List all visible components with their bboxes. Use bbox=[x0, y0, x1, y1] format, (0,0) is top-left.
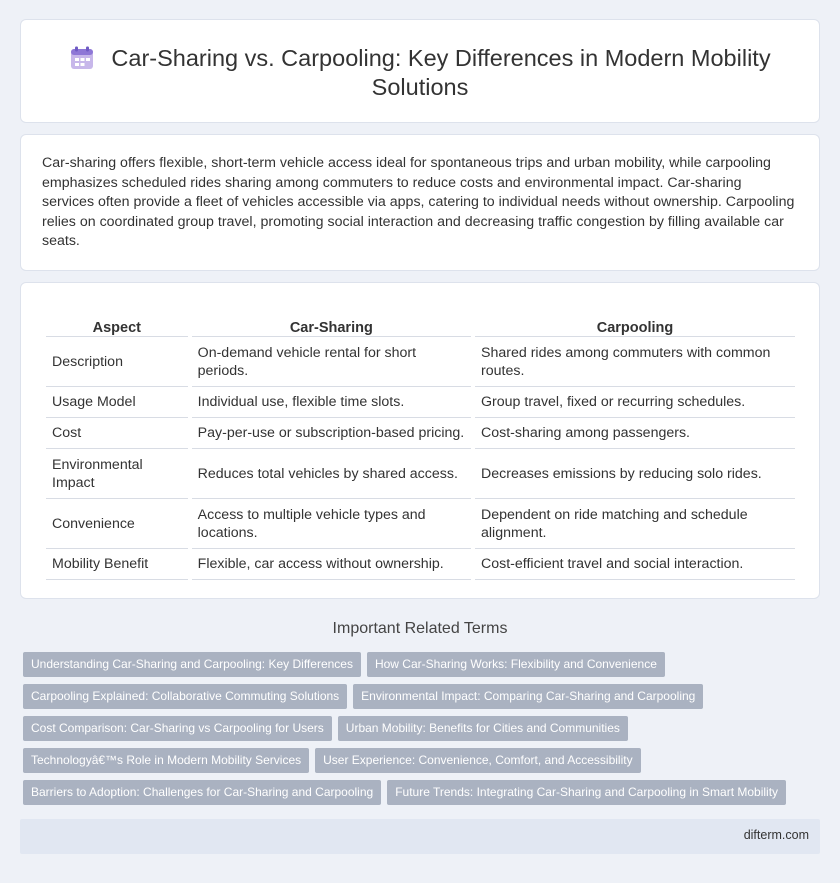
related-term-tag[interactable]: Environmental Impact: Comparing Car-Sharing and Carpooling bbox=[353, 684, 703, 709]
table-cell: Decreases emissions by reducing solo rides. bbox=[475, 449, 795, 499]
title-card bbox=[20, 19, 820, 123]
table-cell: Flexible, car access without ownership. bbox=[192, 549, 471, 580]
table-cell: Dependent on ride matching and schedule alignment. bbox=[475, 499, 795, 549]
header-aspect: Aspect bbox=[46, 316, 188, 337]
related-term-tag[interactable]: Understanding Car-Sharing and Carpooling: Key Differences bbox=[23, 652, 361, 677]
table-cell: On-demand vehicle rental for short periods. bbox=[192, 337, 471, 387]
table-cell: Access to multiple vehicle types and locations. bbox=[192, 499, 471, 549]
intro-paragraph: Car-sharing offers flexible, short-term vehicle access ideal for spontaneous trips and urban mobility, while carpooling emphasizes scheduled rides sharing among commuters to reduce costs and environmental impact. Car-sharing services often provide a fleet of vehicles accessible via apps, catering to individual needs without ownership. Carpooling relies on coordinated group travel, promoting social interaction and decreasing traffic congestion by filling available car seats. bbox=[42, 155, 795, 249]
footer-site-link[interactable]: difterm.com bbox=[743, 828, 809, 842]
related-term-tag[interactable]: User Experience: Convenience, Comfort, and Accessibility bbox=[315, 748, 640, 773]
table-row bbox=[46, 418, 795, 449]
tag-row bbox=[23, 684, 813, 716]
table-cell: Usage Model bbox=[46, 387, 188, 418]
calendar-icon bbox=[69, 46, 95, 70]
table-cell: Mobility Benefit bbox=[46, 549, 188, 580]
related-term-tag[interactable]: Urban Mobility: Benefits for Cities and Communities bbox=[338, 716, 628, 741]
table-row bbox=[46, 449, 795, 499]
table-row bbox=[46, 499, 795, 549]
table-cell: Individual use, flexible time slots. bbox=[192, 387, 471, 418]
related-term-tag[interactable]: How Car-Sharing Works: Flexibility and Convenience bbox=[367, 652, 665, 677]
related-term-tag[interactable]: Cost Comparison: Car-Sharing vs Carpooling for Users bbox=[23, 716, 332, 741]
page-title: Car-Sharing vs. Carpooling: Key Differences in Modern Mobility Solutions bbox=[111, 45, 771, 100]
related-term-tag[interactable]: Future Trends: Integrating Car-Sharing and Carpooling in Smart Mobility bbox=[387, 780, 786, 805]
related-term-tag[interactable]: Barriers to Adoption: Challenges for Car-Sharing and Carpooling bbox=[23, 780, 381, 805]
tag-row bbox=[23, 716, 813, 748]
table-cell: Reduces total vehicles by shared access. bbox=[192, 449, 471, 499]
table-cell: Group travel, fixed or recurring schedules. bbox=[475, 387, 795, 418]
table-cell: Shared rides among commuters with common routes. bbox=[475, 337, 795, 387]
table-cell: Pay-per-use or subscription-based pricing. bbox=[192, 418, 471, 449]
tag-row bbox=[23, 748, 813, 780]
header-carpooling: Carpooling bbox=[475, 316, 795, 337]
table-row bbox=[46, 549, 795, 580]
tag-row bbox=[23, 780, 813, 812]
header-car-sharing: Car-Sharing bbox=[192, 316, 471, 337]
table-cell: Cost-sharing among passengers. bbox=[475, 418, 795, 449]
table-cell: Environmental Impact bbox=[46, 449, 188, 499]
page-title-wrap bbox=[21, 44, 819, 102]
comparison-card bbox=[20, 282, 820, 599]
tag-row bbox=[23, 652, 813, 684]
table-cell: Cost-efficient travel and social interaction. bbox=[475, 549, 795, 580]
comparison-table bbox=[42, 316, 799, 580]
intro-card bbox=[20, 134, 820, 271]
related-term-tag[interactable]: Technologyâ€™s Role in Modern Mobility Services bbox=[23, 748, 309, 773]
related-term-tag[interactable]: Carpooling Explained: Collaborative Commuting Solutions bbox=[23, 684, 347, 709]
table-row bbox=[46, 387, 795, 418]
related-terms-heading: Important Related Terms bbox=[332, 620, 508, 637]
table-cell: Description bbox=[46, 337, 188, 387]
related-terms-list bbox=[23, 652, 813, 812]
table-header-row bbox=[46, 316, 795, 337]
table-cell: Convenience bbox=[46, 499, 188, 549]
table-row bbox=[46, 337, 795, 387]
footer bbox=[20, 819, 820, 854]
table-cell: Cost bbox=[46, 418, 188, 449]
